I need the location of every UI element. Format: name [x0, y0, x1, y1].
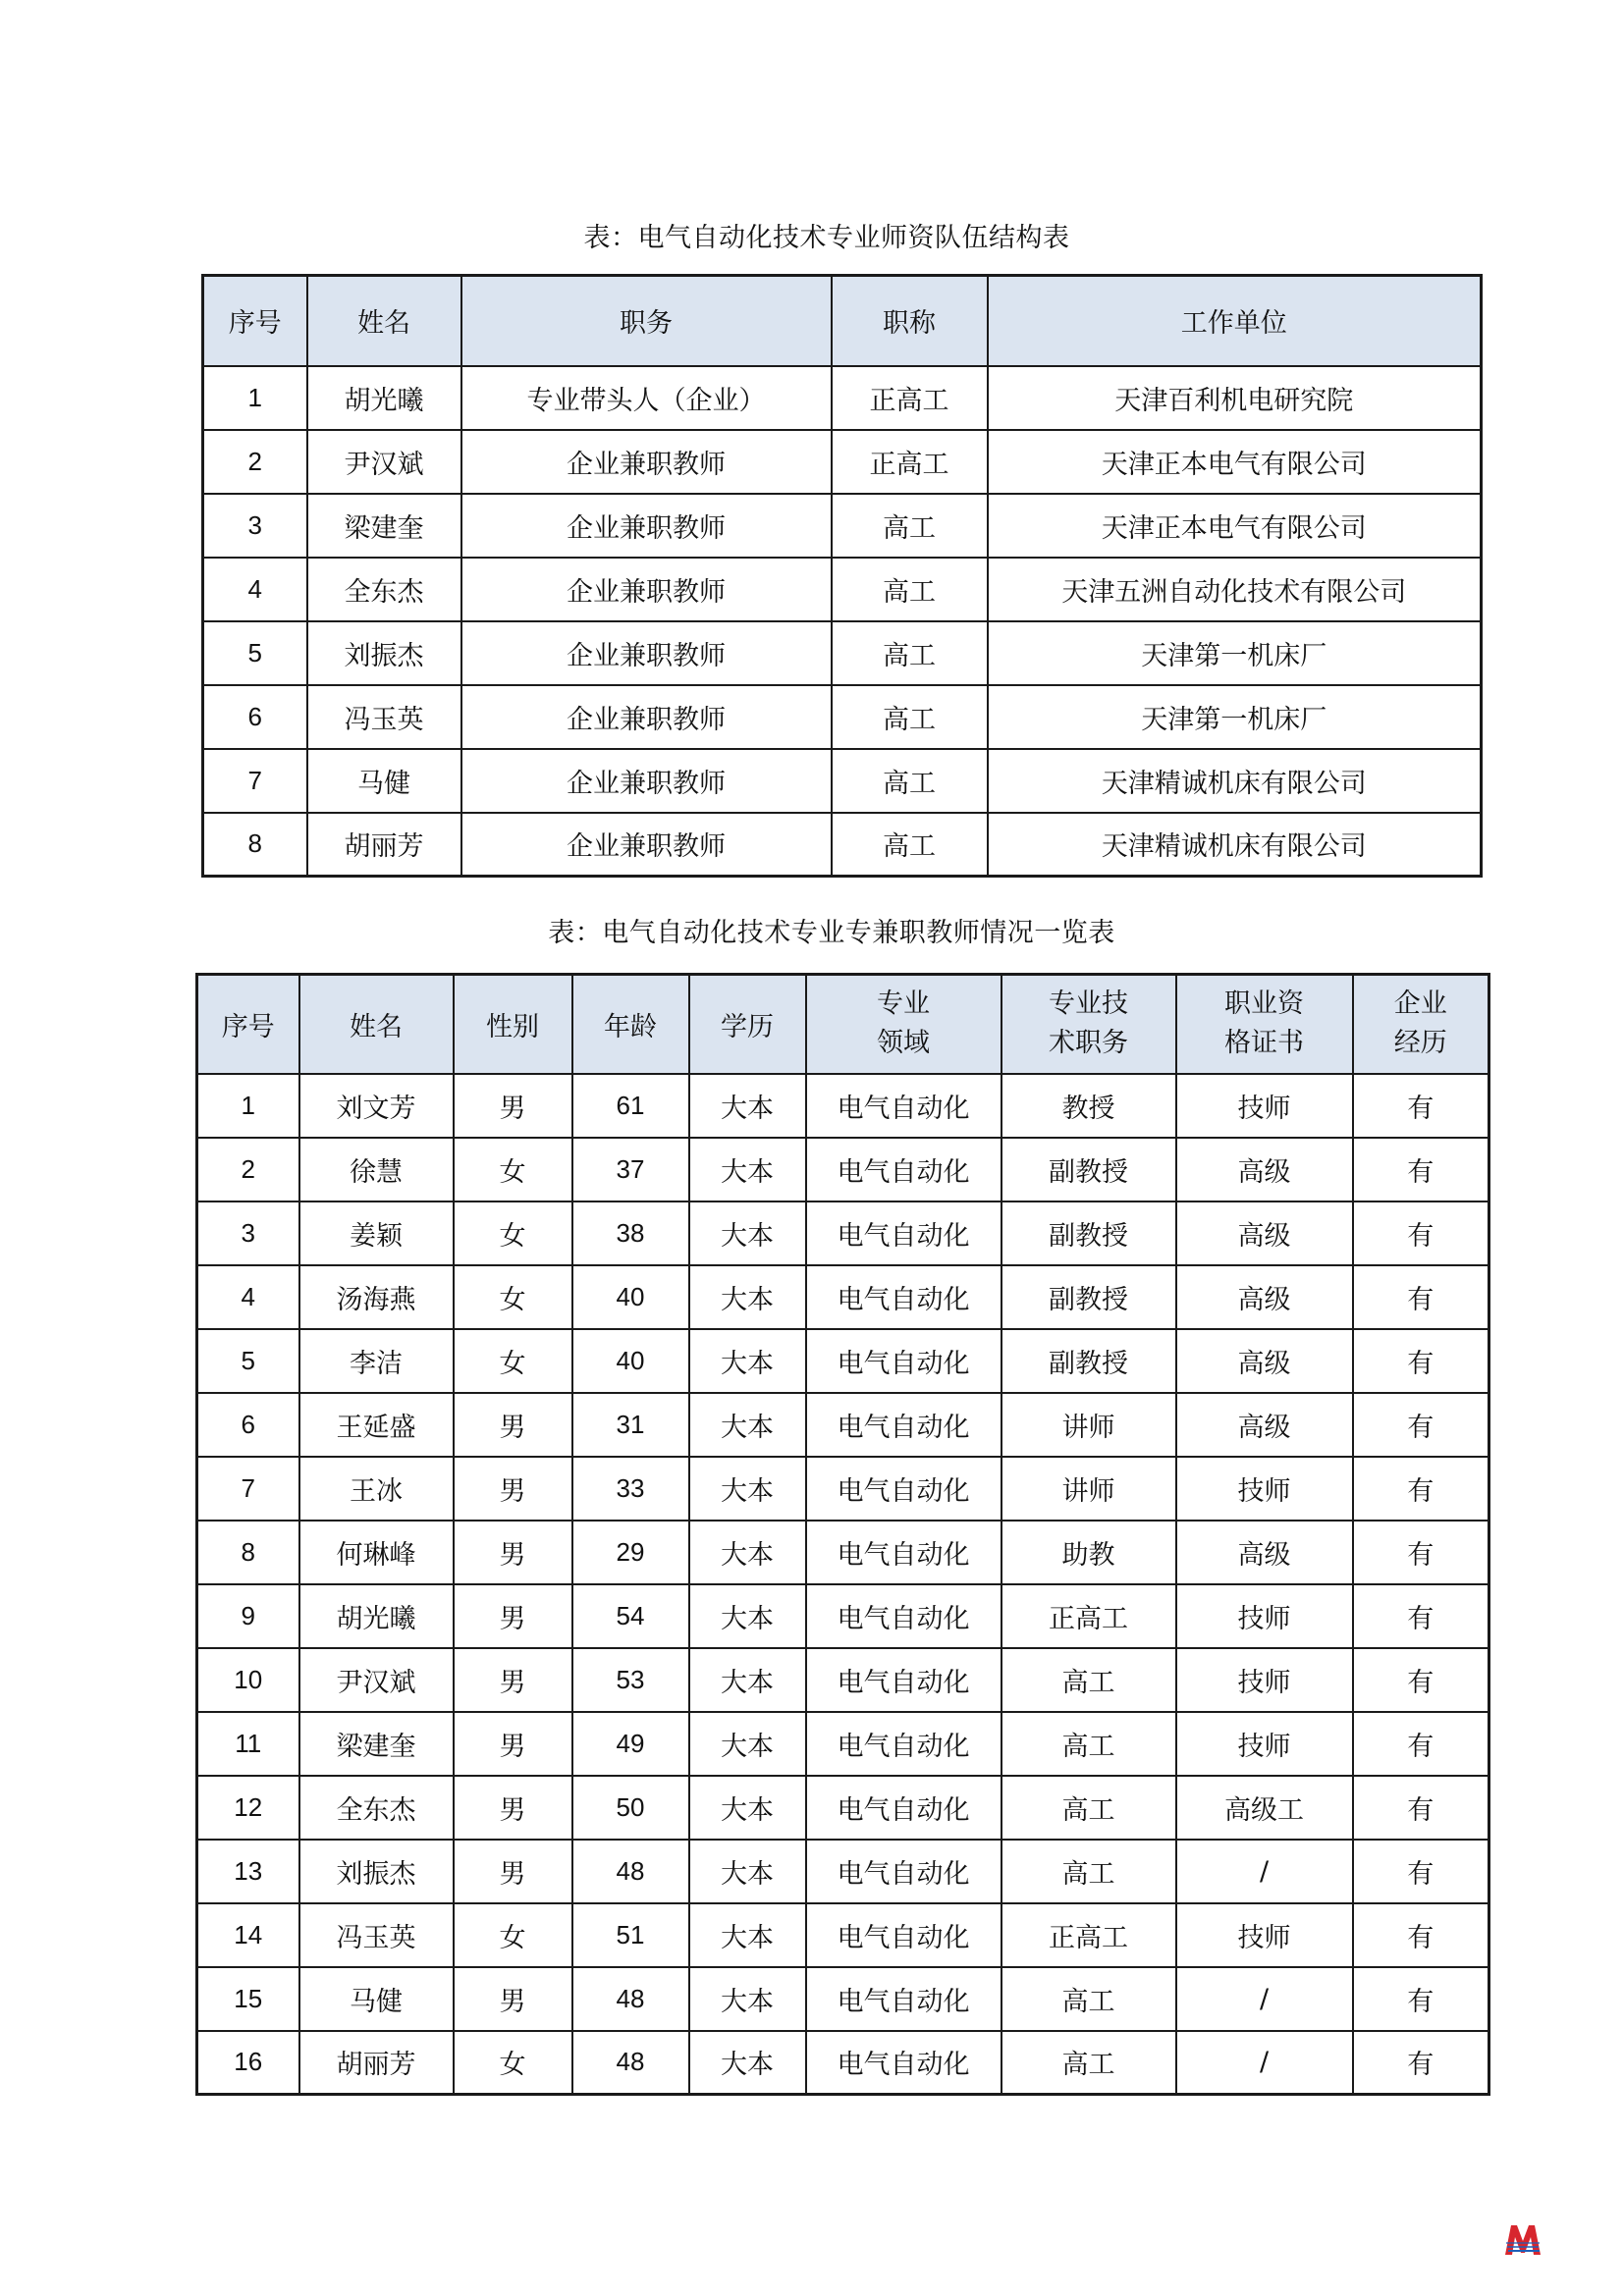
cell-age: 29 — [572, 1521, 689, 1584]
table-row — [203, 494, 1482, 558]
cell-index: 16 — [197, 2031, 299, 2095]
cell-index: 6 — [203, 685, 307, 749]
cell-index: 3 — [203, 494, 307, 558]
teacher-list-table — [195, 973, 1490, 2096]
cell-field: 电气自动化 — [806, 1840, 1001, 1903]
table-row — [203, 685, 1482, 749]
cell-certificate: 高级 — [1176, 1201, 1353, 1265]
cell-experience: 有 — [1353, 1521, 1489, 1584]
cell-age: 50 — [572, 1776, 689, 1840]
cell-field: 电气自动化 — [806, 1776, 1001, 1840]
cell-age: 53 — [572, 1648, 689, 1712]
cell-index: 10 — [197, 1648, 299, 1712]
cell-experience: 有 — [1353, 1138, 1489, 1201]
cell-field: 电气自动化 — [806, 1329, 1001, 1393]
cell-gender: 男 — [454, 1584, 572, 1648]
cell-certificate: 技师 — [1176, 1457, 1353, 1521]
table-row — [197, 1457, 1489, 1521]
cell-field: 电气自动化 — [806, 1521, 1001, 1584]
t2-header-field: 专业 领域 — [806, 975, 1001, 1074]
cell-field: 电气自动化 — [806, 2031, 1001, 2095]
table-row — [197, 1776, 1489, 1840]
table-row — [197, 1521, 1489, 1584]
cell-education: 大本 — [689, 1074, 806, 1138]
cell-name: 刘文芳 — [299, 1074, 454, 1138]
cell-name: 尹汉斌 — [307, 430, 461, 494]
cell-index: 1 — [197, 1074, 299, 1138]
cell-field: 电气自动化 — [806, 1648, 1001, 1712]
cell-certificate: 技师 — [1176, 1712, 1353, 1776]
cell-name: 胡丽芳 — [299, 2031, 454, 2095]
cell-age: 38 — [572, 1201, 689, 1265]
cell-field: 电气自动化 — [806, 1138, 1001, 1201]
cell-education: 大本 — [689, 1903, 806, 1967]
cell-experience: 有 — [1353, 1840, 1489, 1903]
cell-name: 马健 — [299, 1967, 454, 2031]
cell-tech-title: 副教授 — [1001, 1201, 1176, 1265]
table2-caption: 表：电气自动化技术专业专兼职教师情况一览表 — [548, 918, 1115, 948]
table-row — [203, 749, 1482, 813]
cell-name: 冯玉英 — [299, 1903, 454, 1967]
cell-gender: 男 — [454, 1967, 572, 2031]
cell-index: 4 — [203, 558, 307, 621]
cell-employer: 天津正本电气有限公司 — [988, 494, 1482, 558]
cell-name: 冯玉英 — [307, 685, 461, 749]
cell-employer: 天津第一机床厂 — [988, 621, 1482, 685]
cell-position: 企业兼职教师 — [461, 621, 832, 685]
cell-education: 大本 — [689, 1329, 806, 1393]
cell-employer: 天津五洲自动化技术有限公司 — [988, 558, 1482, 621]
cell-education: 大本 — [689, 1776, 806, 1840]
cell-gender: 男 — [454, 1840, 572, 1903]
cell-experience: 有 — [1353, 1648, 1489, 1712]
table-row — [197, 1648, 1489, 1712]
cell-name: 刘振杰 — [299, 1840, 454, 1903]
cell-field: 电气自动化 — [806, 1584, 1001, 1648]
cell-field: 电气自动化 — [806, 1201, 1001, 1265]
table-row — [197, 1967, 1489, 2031]
cell-name: 胡丽芳 — [307, 813, 461, 877]
cell-age: 37 — [572, 1138, 689, 1201]
cell-position: 企业兼职教师 — [461, 494, 832, 558]
table-row — [197, 2031, 1489, 2095]
cell-tech-title: 讲师 — [1001, 1393, 1176, 1457]
table1-header-row — [203, 276, 1482, 366]
cell-field: 电气自动化 — [806, 1393, 1001, 1457]
cell-index: 9 — [197, 1584, 299, 1648]
cell-education: 大本 — [689, 2031, 806, 2095]
table-row — [203, 366, 1482, 430]
cell-index: 1 — [203, 366, 307, 430]
cell-employer: 天津正本电气有限公司 — [988, 430, 1482, 494]
cell-experience: 有 — [1353, 1967, 1489, 2031]
cell-index: 2 — [197, 1138, 299, 1201]
cell-employer: 天津第一机床厂 — [988, 685, 1482, 749]
t2-header-index: 序号 — [197, 975, 299, 1074]
cell-title: 高工 — [832, 621, 988, 685]
cell-certificate: 高级工 — [1176, 1776, 1353, 1840]
cell-field: 电气自动化 — [806, 1967, 1001, 2031]
cell-experience: 有 — [1353, 1329, 1489, 1393]
cell-age: 40 — [572, 1329, 689, 1393]
cell-experience: 有 — [1353, 1201, 1489, 1265]
cell-experience: 有 — [1353, 1457, 1489, 1521]
cell-age: 49 — [572, 1712, 689, 1776]
t1-header-position: 职务 — [461, 276, 832, 366]
t2-header-gender: 性别 — [454, 975, 572, 1074]
cell-title: 高工 — [832, 558, 988, 621]
cell-name: 马健 — [307, 749, 461, 813]
cell-position: 企业兼职教师 — [461, 685, 832, 749]
cell-experience: 有 — [1353, 1584, 1489, 1648]
cell-tech-title: 高工 — [1001, 1967, 1176, 2031]
cell-age: 40 — [572, 1265, 689, 1329]
cell-name: 全东杰 — [307, 558, 461, 621]
table-row — [197, 1840, 1489, 1903]
cell-name: 胡光曦 — [299, 1584, 454, 1648]
cell-index: 3 — [197, 1201, 299, 1265]
cell-certificate: 高级 — [1176, 1265, 1353, 1329]
cell-name: 梁建奎 — [299, 1712, 454, 1776]
cell-employer: 天津精诚机床有限公司 — [988, 813, 1482, 877]
cell-index: 15 — [197, 1967, 299, 2031]
cell-title: 高工 — [832, 813, 988, 877]
cell-age: 61 — [572, 1074, 689, 1138]
cell-education: 大本 — [689, 1967, 806, 2031]
cell-gender: 女 — [454, 1903, 572, 1967]
cell-experience: 有 — [1353, 1776, 1489, 1840]
cell-name: 汤海燕 — [299, 1265, 454, 1329]
cell-index: 8 — [197, 1521, 299, 1584]
cell-education: 大本 — [689, 1584, 806, 1648]
cell-index: 12 — [197, 1776, 299, 1840]
t1-header-employer: 工作单位 — [988, 276, 1482, 366]
cell-field: 电气自动化 — [806, 1712, 1001, 1776]
t1-header-title: 职称 — [832, 276, 988, 366]
cell-gender: 男 — [454, 1457, 572, 1521]
cell-education: 大本 — [689, 1712, 806, 1776]
cell-index: 5 — [203, 621, 307, 685]
t2-header-name: 姓名 — [299, 975, 454, 1074]
cell-employer: 天津精诚机床有限公司 — [988, 749, 1482, 813]
cell-name: 胡光曦 — [307, 366, 461, 430]
cell-name: 姜颖 — [299, 1201, 454, 1265]
cell-title: 正高工 — [832, 430, 988, 494]
cell-name: 刘振杰 — [307, 621, 461, 685]
cell-certificate: 高级 — [1176, 1521, 1353, 1584]
cell-tech-title: 正高工 — [1001, 1584, 1176, 1648]
cell-experience: 有 — [1353, 1074, 1489, 1138]
cell-name: 王冰 — [299, 1457, 454, 1521]
cell-gender: 女 — [454, 1329, 572, 1393]
cell-certificate: / — [1176, 1967, 1353, 2031]
cell-tech-title: 教授 — [1001, 1074, 1176, 1138]
cell-age: 48 — [572, 1967, 689, 2031]
table-row — [197, 1393, 1489, 1457]
cell-certificate: / — [1176, 2031, 1353, 2095]
cell-field: 电气自动化 — [806, 1903, 1001, 1967]
t1-header-name: 姓名 — [307, 276, 461, 366]
cell-tech-title: 高工 — [1001, 1648, 1176, 1712]
cell-index: 8 — [203, 813, 307, 877]
cell-position: 企业兼职教师 — [461, 558, 832, 621]
cell-title: 高工 — [832, 749, 988, 813]
table-row — [203, 621, 1482, 685]
cell-gender: 女 — [454, 1201, 572, 1265]
cell-index: 5 — [197, 1329, 299, 1393]
cell-index: 6 — [197, 1393, 299, 1457]
table-row — [203, 430, 1482, 494]
cell-age: 54 — [572, 1584, 689, 1648]
cell-tech-title: 高工 — [1001, 1776, 1176, 1840]
cell-tech-title: 讲师 — [1001, 1457, 1176, 1521]
cell-name: 徐慧 — [299, 1138, 454, 1201]
cell-gender: 男 — [454, 1776, 572, 1840]
table-row — [197, 1903, 1489, 1967]
cell-index: 7 — [197, 1457, 299, 1521]
cell-gender: 女 — [454, 2031, 572, 2095]
t2-header-certificate: 职业资 格证书 — [1176, 975, 1353, 1074]
table-row — [203, 558, 1482, 621]
cell-gender: 男 — [454, 1712, 572, 1776]
cell-name: 李洁 — [299, 1329, 454, 1393]
cell-name: 何琳峰 — [299, 1521, 454, 1584]
cell-age: 48 — [572, 1840, 689, 1903]
cell-education: 大本 — [689, 1840, 806, 1903]
table-row — [197, 1712, 1489, 1776]
cell-index: 2 — [203, 430, 307, 494]
table-row — [197, 1201, 1489, 1265]
cell-education: 大本 — [689, 1457, 806, 1521]
cell-field: 电气自动化 — [806, 1265, 1001, 1329]
table-row — [197, 1329, 1489, 1393]
cell-education: 大本 — [689, 1521, 806, 1584]
table-row — [197, 1074, 1489, 1138]
cell-tech-title: 副教授 — [1001, 1329, 1176, 1393]
cell-title: 高工 — [832, 685, 988, 749]
cell-certificate: / — [1176, 1840, 1353, 1903]
cell-education: 大本 — [689, 1393, 806, 1457]
table-row — [197, 1265, 1489, 1329]
cell-tech-title: 助教 — [1001, 1521, 1176, 1584]
cell-experience: 有 — [1353, 1265, 1489, 1329]
cell-gender: 女 — [454, 1265, 572, 1329]
cell-gender: 男 — [454, 1393, 572, 1457]
cell-name: 王延盛 — [299, 1393, 454, 1457]
cell-education: 大本 — [689, 1648, 806, 1712]
cell-experience: 有 — [1353, 1903, 1489, 1967]
cell-age: 31 — [572, 1393, 689, 1457]
cell-certificate: 技师 — [1176, 1584, 1353, 1648]
cell-tech-title: 高工 — [1001, 1840, 1176, 1903]
t1-header-index: 序号 — [203, 276, 307, 366]
cell-name: 梁建奎 — [307, 494, 461, 558]
cell-name: 全东杰 — [299, 1776, 454, 1840]
cell-experience: 有 — [1353, 1712, 1489, 1776]
cell-certificate: 高级 — [1176, 1329, 1353, 1393]
cell-index: 13 — [197, 1840, 299, 1903]
cell-position: 专业带头人（企业） — [461, 366, 832, 430]
cell-experience: 有 — [1353, 1393, 1489, 1457]
cell-age: 51 — [572, 1903, 689, 1967]
cell-certificate: 技师 — [1176, 1648, 1353, 1712]
cell-gender: 男 — [454, 1648, 572, 1712]
faculty-structure-table — [201, 274, 1483, 878]
cell-title: 正高工 — [832, 366, 988, 430]
cell-gender: 女 — [454, 1138, 572, 1201]
cell-education: 大本 — [689, 1138, 806, 1201]
table-row — [197, 1584, 1489, 1648]
cell-index: 11 — [197, 1712, 299, 1776]
cell-tech-title: 副教授 — [1001, 1265, 1176, 1329]
table-row — [197, 1138, 1489, 1201]
t2-header-tech-title: 专业技 术职务 — [1001, 975, 1176, 1074]
cell-certificate: 高级 — [1176, 1138, 1353, 1201]
cell-certificate: 技师 — [1176, 1903, 1353, 1967]
m-brand-logo-icon — [1503, 2221, 1543, 2257]
cell-field: 电气自动化 — [806, 1457, 1001, 1521]
cell-age: 48 — [572, 2031, 689, 2095]
cell-tech-title: 正高工 — [1001, 1903, 1176, 1967]
cell-experience: 有 — [1353, 2031, 1489, 2095]
cell-position: 企业兼职教师 — [461, 749, 832, 813]
table-row — [203, 813, 1482, 877]
cell-tech-title: 副教授 — [1001, 1138, 1176, 1201]
cell-tech-title: 高工 — [1001, 2031, 1176, 2095]
cell-gender: 男 — [454, 1074, 572, 1138]
table2-header-row — [197, 975, 1489, 1074]
cell-certificate: 高级 — [1176, 1393, 1353, 1457]
cell-position: 企业兼职教师 — [461, 813, 832, 877]
cell-certificate: 技师 — [1176, 1074, 1353, 1138]
cell-index: 4 — [197, 1265, 299, 1329]
cell-education: 大本 — [689, 1201, 806, 1265]
t2-header-age: 年龄 — [572, 975, 689, 1074]
t2-header-experience: 企业 经历 — [1353, 975, 1489, 1074]
table1-caption: 表：电气自动化技术专业师资队伍结构表 — [583, 223, 1070, 253]
cell-name: 尹汉斌 — [299, 1648, 454, 1712]
cell-gender: 男 — [454, 1521, 572, 1584]
cell-position: 企业兼职教师 — [461, 430, 832, 494]
cell-tech-title: 高工 — [1001, 1712, 1176, 1776]
cell-field: 电气自动化 — [806, 1074, 1001, 1138]
cell-index: 14 — [197, 1903, 299, 1967]
cell-title: 高工 — [832, 494, 988, 558]
cell-age: 33 — [572, 1457, 689, 1521]
t2-header-education: 学历 — [689, 975, 806, 1074]
cell-index: 7 — [203, 749, 307, 813]
cell-employer: 天津百利机电研究院 — [988, 366, 1482, 430]
cell-education: 大本 — [689, 1265, 806, 1329]
